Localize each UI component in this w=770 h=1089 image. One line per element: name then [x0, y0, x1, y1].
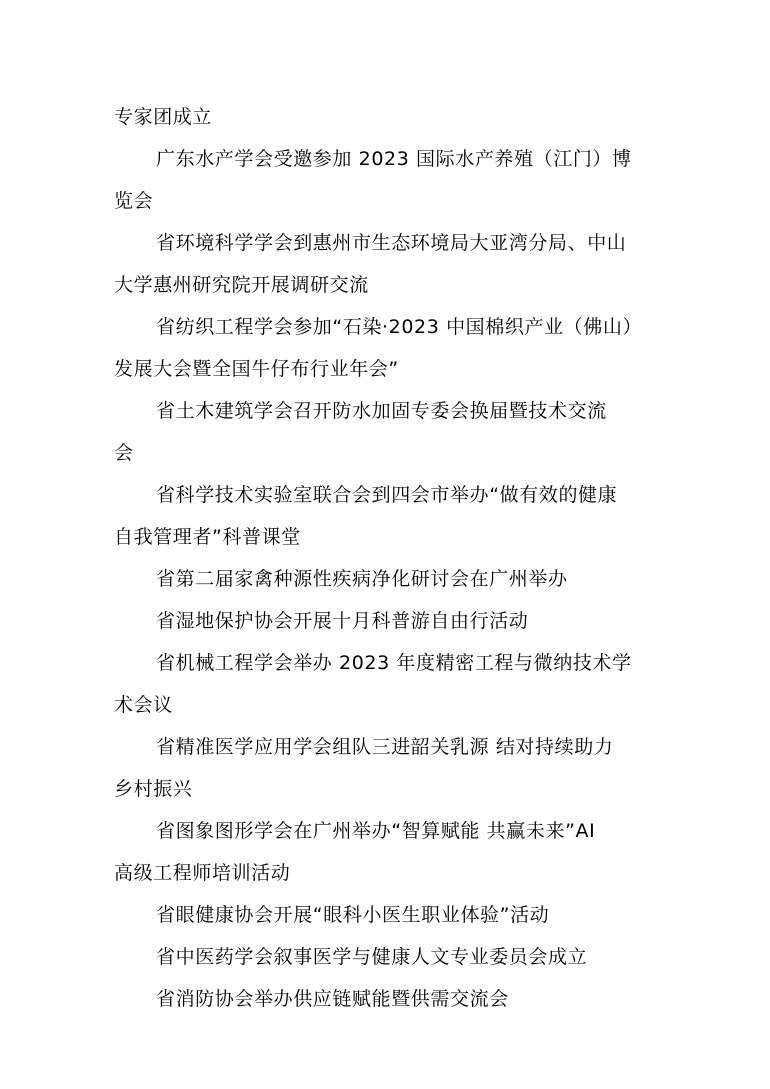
- news-line: 省消防协会举办供应链赋能暨供需交流会: [156, 988, 509, 1010]
- news-line: 省机械工程学会举办 2023 年度精密工程与微纳技术学: [156, 652, 632, 674]
- news-line: 省土木建筑学会召开防水加固专委会换届暨技术交流: [156, 400, 607, 422]
- news-line: 自我管理者”科普课堂: [114, 526, 301, 548]
- news-line: 广东水产学会受邀参加 2023 国际水产养殖（江门）博: [156, 148, 632, 170]
- news-list: [114, 96, 659, 1020]
- news-line: 专家团成立: [114, 106, 213, 128]
- news-line: 乡村振兴: [114, 778, 193, 800]
- news-line: 览会: [114, 190, 154, 212]
- news-line: 省眼健康协会开展“眼科小医生职业体验”活动: [156, 904, 550, 926]
- news-line: 省科学技术实验室联合会到四会市举办“做有效的健康: [156, 484, 618, 506]
- news-line: 发展大会暨全国牛仔布行业年会”: [114, 358, 399, 380]
- news-line: 省纺织工程学会参加“石染·2023 中国棉织产业（佛山）: [156, 316, 643, 338]
- news-line: 省第二届家禽种源性疾病净化研讨会在广州举办: [156, 568, 568, 590]
- news-line: 省图象图形学会在广州举办“智算赋能 共赢未来”AI: [156, 820, 596, 842]
- news-line: 省中医药学会叙事医学与健康人文专业委员会成立: [156, 946, 588, 968]
- news-line: 省精准医学应用学会组队三进韶关乳源 结对持续助力: [156, 736, 614, 758]
- news-line: 高级工程师培训活动: [114, 862, 291, 884]
- news-line: 省环境科学学会到惠州市生态环境局大亚湾分局、中山: [156, 232, 627, 254]
- news-line: 大学惠州研究院开展调研交流: [114, 274, 369, 296]
- news-line: 术会议: [114, 694, 173, 716]
- news-line: 会: [114, 442, 134, 464]
- news-line: 省湿地保护协会开展十月科普游自由行活动: [156, 610, 529, 632]
